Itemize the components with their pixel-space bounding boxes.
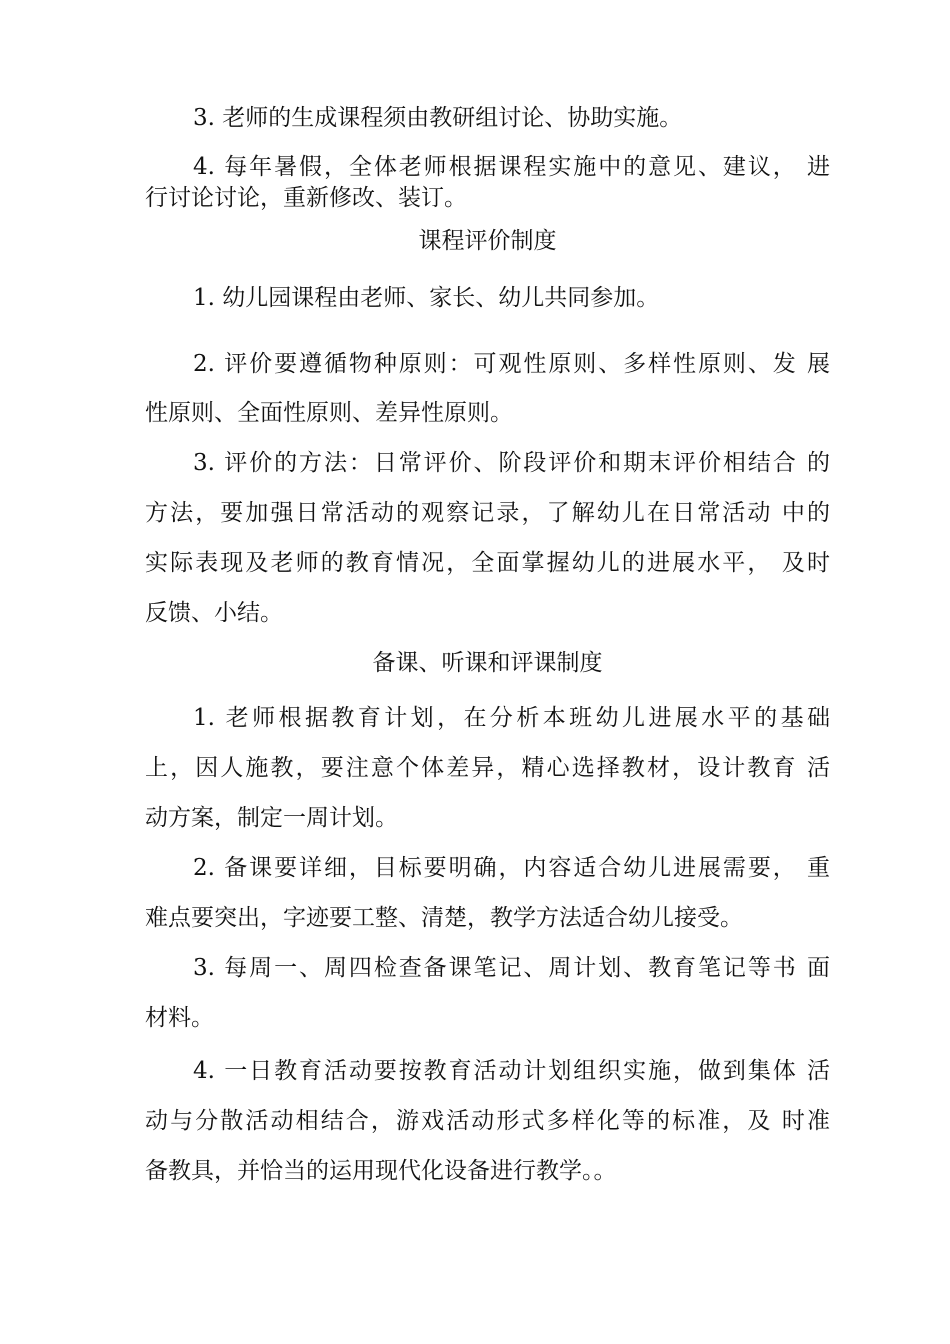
paragraph-line: 上，因人施教，要注意个体差异，精心选择教材，设计教育 活 bbox=[145, 755, 830, 781]
paragraph-line: 材料。 bbox=[145, 1005, 214, 1031]
paragraph-line: 实际表现及老师的教育情况，全面掌握幼儿的进展水平， 及时 bbox=[145, 550, 830, 576]
paragraph-line: 2. 备课要详细，目标要明确，内容适合幼儿进展需要， 重 bbox=[193, 855, 830, 881]
paragraph-line: 4. 一日教育活动要按教育活动计划组织实施，做到集体 活 bbox=[193, 1058, 830, 1084]
paragraph-line: 性原则、全面性原则、差异性原则。 bbox=[145, 400, 513, 426]
paragraph-line: 备教具，并恰当的运用现代化设备进行教学。。 bbox=[145, 1158, 617, 1184]
paragraph-line: 3. 评价的方法：日常评价、阶段评价和期末评价相结合 的 bbox=[193, 450, 830, 476]
paragraph-line: 1. 老师根据教育计划，在分析本班幼儿进展水平的基础 bbox=[193, 705, 830, 731]
paragraph-line: 3. 每周一、周四检查备课笔记、周计划、教育笔记等书 面 bbox=[193, 955, 830, 981]
section-heading: 备课、听课和评课制度 bbox=[372, 650, 603, 676]
paragraph-line: 2. 评价要遵循物种原则：可观性原则、多样性原则、发 展 bbox=[193, 351, 830, 377]
paragraph-line: 反馈、小结。 bbox=[145, 600, 283, 626]
paragraph-line: 3. 老师的生成课程须由教研组讨论、协助实施。 bbox=[193, 105, 683, 131]
paragraph-line: 难点要突出，字迹要工整、清楚，教学方法适合幼儿接受。 bbox=[145, 905, 743, 931]
section-heading: 课程评价制度 bbox=[418, 228, 557, 254]
document-page bbox=[145, 0, 830, 1344]
paragraph-line: 1. 幼儿园课程由老师、家长、幼儿共同参加。 bbox=[193, 285, 660, 311]
paragraph-line: 动方案，制定一周计划。 bbox=[145, 805, 398, 831]
paragraph-line: 行讨论讨论，重新修改、装订。 bbox=[145, 185, 467, 211]
paragraph-line: 动与分散活动相结合，游戏活动形式多样化等的标准，及 时准 bbox=[145, 1108, 830, 1134]
paragraph-line: 方法，要加强日常活动的观察记录，了解幼儿在日常活动 中的 bbox=[145, 500, 830, 526]
paragraph-line: 4. 每年暑假，全体老师根据课程实施中的意见、建议， 进 bbox=[193, 154, 830, 180]
